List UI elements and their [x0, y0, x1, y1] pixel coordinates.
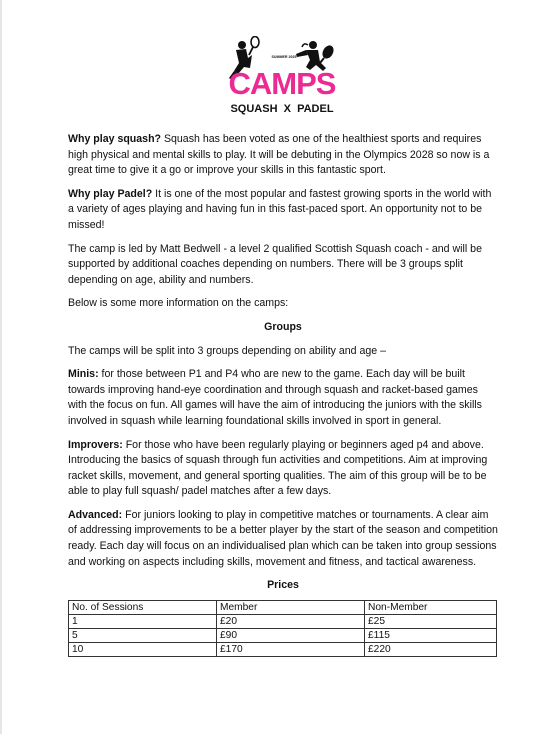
logo-season: SUMMER 2025 [271, 55, 297, 59]
prices-table [68, 600, 497, 657]
header-sessions: No. of Sessions [69, 600, 217, 614]
cell-non-member: £25 [365, 614, 497, 628]
advanced-lead: Advanced: [68, 508, 123, 521]
improvers-paragraph [68, 438, 498, 500]
cell-non-member: £115 [365, 628, 497, 642]
header-non-member: Non-Member [365, 600, 497, 614]
minis-lead: Minis: [68, 368, 99, 381]
cell-sessions: 1 [69, 614, 217, 628]
groups-intro: The camps will be split into 3 groups depending on ability and age – [68, 344, 387, 357]
cell-non-member: £220 [365, 642, 497, 656]
logo-word: CAMPS [228, 66, 336, 101]
cell-sessions: 10 [69, 642, 217, 656]
groups-heading: Groups [264, 320, 302, 333]
why-squash-paragraph [68, 132, 498, 179]
cell-member: £90 [217, 628, 365, 642]
improvers-lead: Improvers: [68, 438, 123, 451]
why-squash-text: Squash has been voted as one of the healthiest sports and requires high physical and mental skills to play. It will be debuting in the Olympics 2028 so now is a great time to give it a go or improve your skills in this fantastic sport. [68, 133, 490, 177]
page-edge [0, 0, 2, 734]
why-padel-paragraph [68, 187, 498, 234]
document-body [68, 132, 498, 657]
table-row [69, 642, 497, 656]
prices-heading: Prices [267, 579, 299, 592]
why-squash-lead: Why play squash? [68, 133, 162, 145]
table-row [69, 628, 497, 642]
logo-subtitle: SQUASH X PADEL [230, 103, 334, 115]
minis-text: for those between P1 and P4 who are new to the game. Each day will be built towards improving hand-eye coordination and through squash and racket-based games with the focus on fun. All games will have the aim of introducing the juniors with the skills involved in squash while learning foundational skills involved in sport in general. [68, 368, 482, 427]
table-row [69, 614, 497, 628]
improvers-text: For those who have been regularly playing or beginners aged p4 and above. Introducing the basics of squash through fun activities and competitions. Aim at improving racket skills, movement, and general sporting qualities. The aim of this group will be to be able to play full squash/ padel matches after a few days. [68, 438, 488, 498]
why-padel-text: It is one of the most popular and fastest growing sports in the world with a variety of ages playing and having fun in this fast-paced sport. An opportunity not to be missed! [68, 187, 492, 231]
minis-paragraph [68, 367, 498, 429]
why-padel-lead: Why play Padel? [68, 187, 153, 200]
cell-sessions: 5 [69, 628, 217, 642]
cell-member: £170 [217, 642, 365, 656]
table-header-row [69, 600, 497, 614]
info-intro: Below is some more information on the camps: [68, 297, 289, 310]
header-member: Member [217, 600, 365, 614]
advanced-paragraph [68, 508, 498, 570]
advanced-text: For juniors looking to play in competitive matches or tournaments. A clear aim of addressing improvements to be a better player by the start of the season and competition ready. Each day will focus on an individualised plan which can be taken into group sessions and working on aspects including skills, movement and fitness, and tactical awareness. [68, 508, 498, 568]
camps-logo [222, 36, 342, 118]
cell-member: £20 [217, 614, 365, 628]
coach-paragraph: The camp is led by Matt Bedwell - a level 2 qualified Scottish Squash coach - and will be supported by additional coaches depending on numbers. There will be 3 groups split depending on age, ability and numbers. [68, 242, 482, 286]
